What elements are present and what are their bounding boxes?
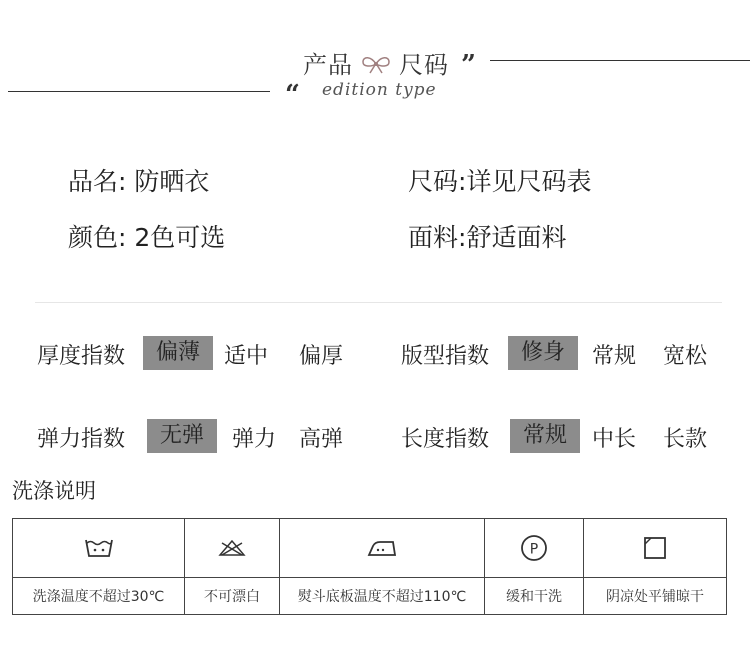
wash-table [12, 518, 727, 615]
length-option: 长款 [663, 427, 708, 452]
info-name: 品名: 防晒衣 [68, 167, 210, 196]
svg-text:P: P [529, 541, 539, 558]
color-value: 2色可选 [134, 223, 226, 252]
elasticity-option-selected: 无弹 [147, 419, 217, 453]
wash-title: 洗涤说明 [12, 479, 96, 503]
dry-flat-shade-icon [584, 519, 726, 578]
wash-label: 阴凉处平铺晾干 [606, 589, 704, 605]
fabric-label: 面料 [408, 223, 459, 252]
fit-option-selected: 修身 [508, 336, 578, 370]
iron-icon [280, 519, 484, 578]
header-line-right [490, 60, 750, 61]
color-label: 颜色 [68, 223, 119, 252]
wash-label: 熨斗底板温度不超过110℃ [297, 589, 467, 605]
wash-label: 洗涤温度不超过30℃ [32, 589, 165, 605]
elasticity-option: 高弹 [299, 427, 344, 452]
name-label: 品名 [68, 167, 119, 196]
fabric-value: 舒适面料 [466, 223, 567, 252]
info-color: 颜色: 2色可选 [68, 223, 226, 252]
size-label: 尺码 [408, 167, 459, 196]
fit-option: 常规 [592, 344, 637, 369]
quote-open: “ [285, 80, 300, 110]
thickness-option: 偏厚 [299, 344, 344, 369]
header-line-left [8, 91, 270, 92]
length-option-selected: 常规 [510, 419, 580, 453]
wash-30-icon [13, 519, 184, 578]
name-value: 防晒衣 [134, 167, 210, 196]
info-fabric: 面料:舒适面料 [408, 223, 567, 252]
title-left: 产品 [303, 51, 353, 79]
subtitle: edition type [322, 80, 437, 100]
wash-cell [280, 519, 485, 614]
quote-close: ” [461, 50, 476, 80]
wash-label: 缓和干洗 [506, 589, 562, 605]
thickness-label: 厚度指数 [37, 344, 126, 369]
title-right: 尺码 [399, 51, 449, 79]
no-bleach-icon [185, 519, 279, 578]
wash-cell [485, 519, 584, 614]
wash-label: 不可漂白 [204, 589, 260, 605]
thickness-option: 适中 [224, 344, 269, 369]
page-title [303, 45, 449, 80]
fit-option: 宽松 [663, 344, 708, 369]
info-size: 尺码:详见尺码表 [408, 167, 592, 196]
fit-label: 版型指数 [401, 344, 490, 369]
thickness-option-selected: 偏薄 [143, 336, 213, 370]
wash-cell [584, 519, 726, 614]
length-option: 中长 [592, 427, 637, 452]
bow-icon [359, 52, 393, 80]
dry-clean-p-icon [485, 519, 583, 578]
wash-cell [13, 519, 185, 614]
length-label: 长度指数 [401, 427, 490, 452]
section-divider [35, 302, 722, 303]
elasticity-option: 弹力 [232, 427, 277, 452]
size-value: 详见尺码表 [466, 167, 592, 196]
wash-cell [185, 519, 280, 614]
elasticity-label: 弹力指数 [37, 427, 126, 452]
